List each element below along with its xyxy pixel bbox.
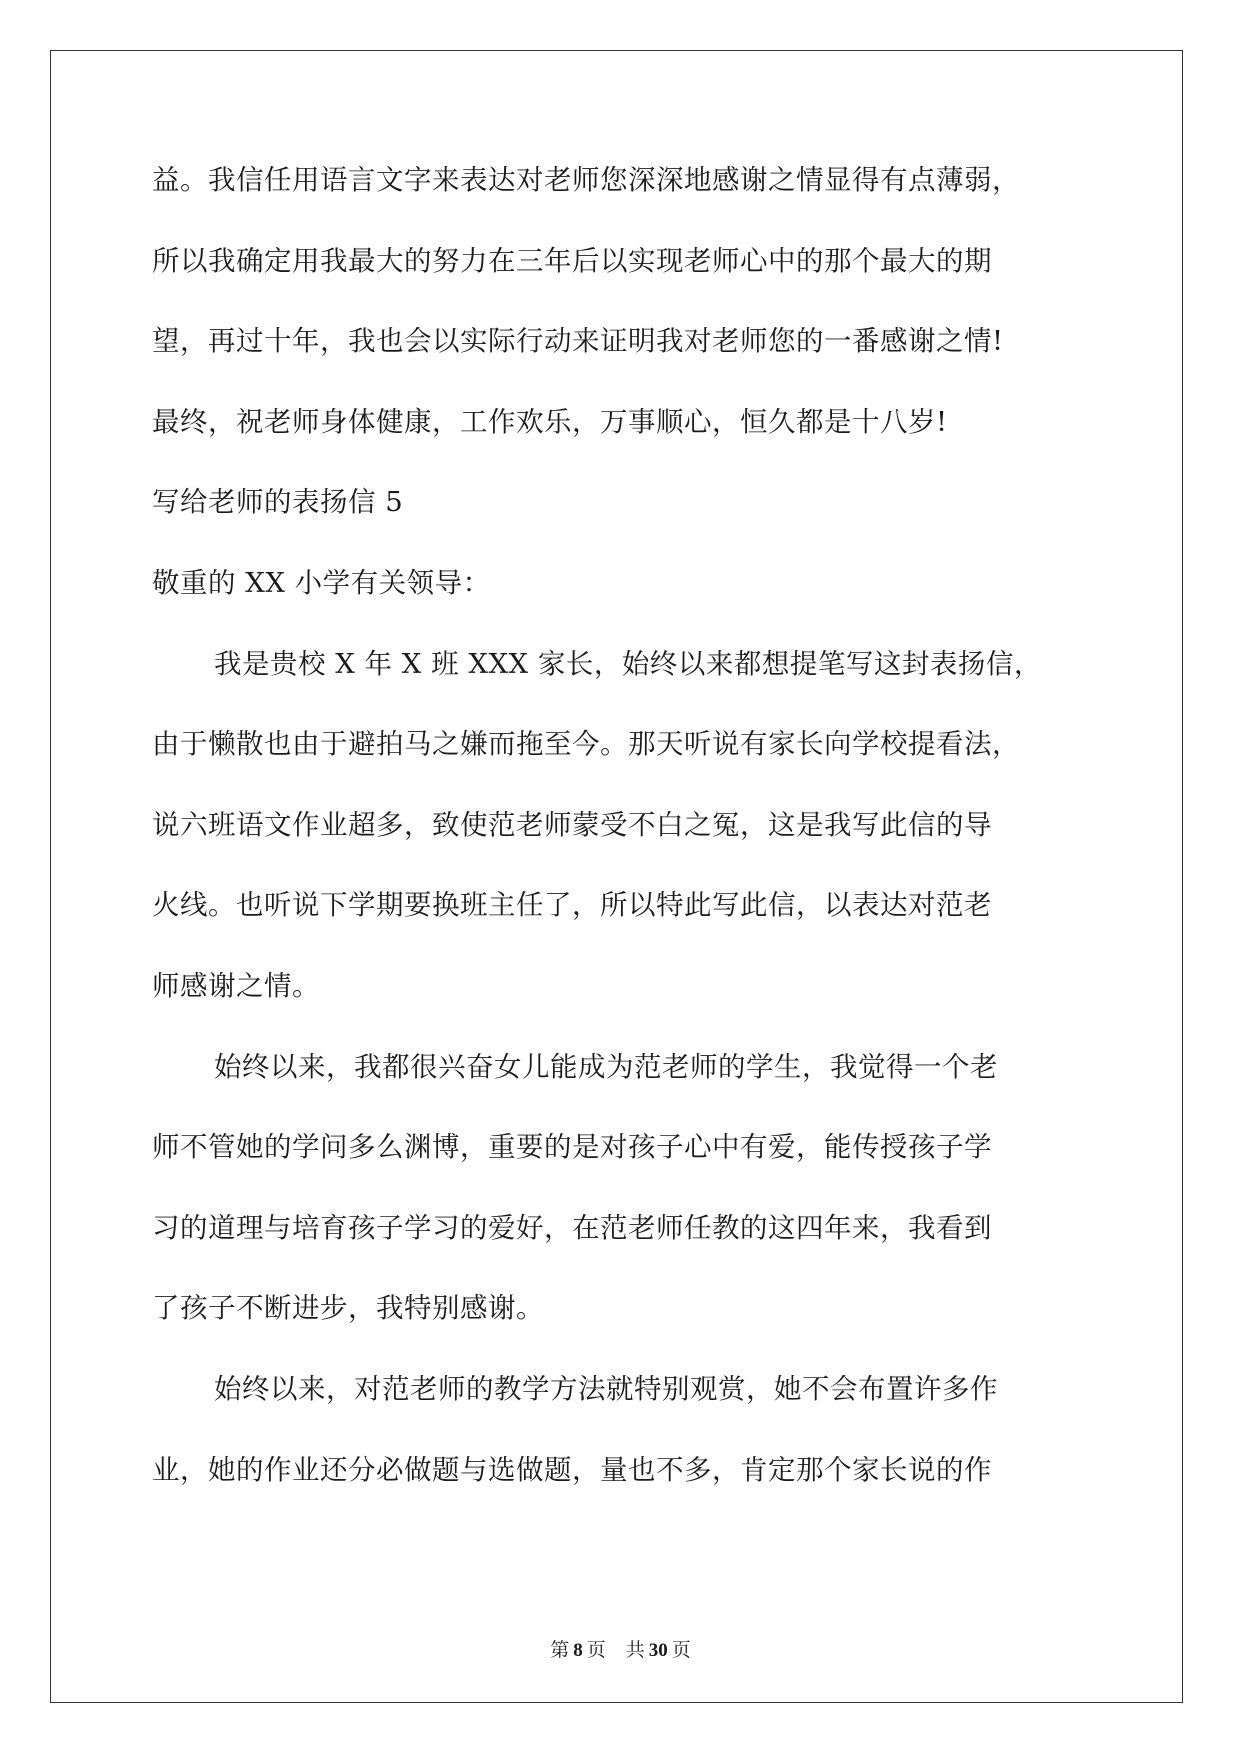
text-line: 了孩子不断进步，我特别感谢。 bbox=[152, 1292, 544, 1325]
text-line: 最终，祝老师身体健康，工作欢乐，万事顺心，恒久都是十八岁! bbox=[152, 405, 948, 438]
salutation: 敬重的 XX 小学有关领导： bbox=[152, 566, 491, 599]
total-pages: 30 bbox=[648, 1640, 668, 1661]
page-suffix: 页 bbox=[586, 1639, 606, 1661]
section-heading: 写给老师的表扬信 5 bbox=[152, 486, 404, 519]
text-line: 所以我确定用我最大的努力在三年后以实现老师心中的那个最大的期 bbox=[152, 244, 992, 277]
total-suffix: 页 bbox=[671, 1639, 691, 1661]
paragraph-start: 始终以来，我都很兴奋女儿能成为范老师的学生，我觉得一个老 bbox=[214, 1050, 998, 1083]
total-prefix: 共 bbox=[625, 1639, 645, 1661]
page-footer bbox=[0, 1638, 1241, 1663]
page-prefix: 第 bbox=[550, 1639, 570, 1661]
page-number: 8 bbox=[573, 1640, 583, 1661]
text-line: 由于懒散也由于避拍马之嫌而拖至今。那天听说有家长向学校提看法， bbox=[152, 728, 1020, 761]
text-line: 益。我信任用语言文字来表达对老师您深深地感谢之情显得有点薄弱， bbox=[152, 164, 1020, 196]
document-body bbox=[152, 160, 1092, 1490]
text-line: 望，再过十年，我也会以实际行动来证明我对老师您的一番感谢之情! bbox=[152, 325, 1004, 358]
text-line: 业，她的作业还分必做题与选做题，量也不多，肯定那个家长说的作 bbox=[152, 1453, 992, 1486]
text-line: 说六班语文作业超多，致使范老师蒙受不白之冤，这是我写此信的导 bbox=[152, 808, 992, 841]
paragraph-start: 始终以来，对范老师的教学方法就特别观赏，她不会布置许多作 bbox=[214, 1372, 998, 1405]
text-line: 火线。也听说下学期要换班主任了，所以特此写此信，以表达对范老 bbox=[152, 889, 992, 922]
paragraph-start: 我是贵校 X 年 X 班 XXX 家长，始终以来都想提笔写这封表扬信， bbox=[214, 647, 1042, 680]
text-line: 师不管她的学问多么渊博，重要的是对孩子心中有爱，能传授孩子学 bbox=[152, 1131, 992, 1164]
text-line: 师感谢之情。 bbox=[152, 969, 320, 1002]
text-line: 习的道理与培育孩子学习的爱好，在范老师任教的这四年来，我看到 bbox=[152, 1211, 992, 1244]
